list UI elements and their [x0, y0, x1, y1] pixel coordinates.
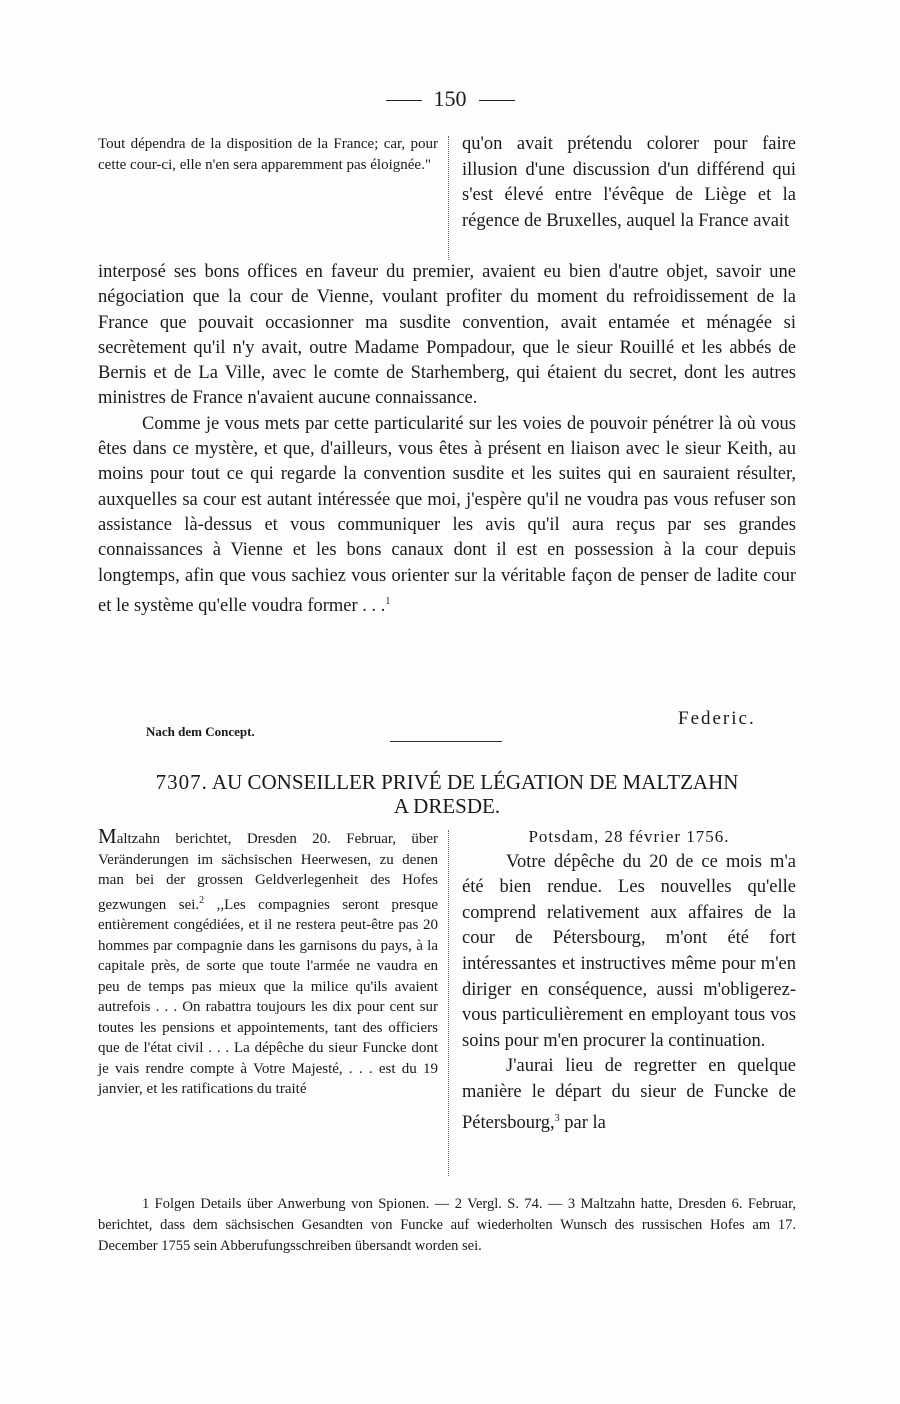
page-number-rule-left: [386, 100, 422, 101]
letter-heading: [98, 770, 796, 818]
column-divider-top: [448, 136, 449, 260]
summary-initial: M: [98, 824, 117, 848]
letter-body: [98, 260, 796, 619]
summary-text-b: ,,Les compagnies seront presque entièrement congédiées, et il ne restera peut-être pas 20 hommes par compagnie dans les garnisons du pays, à la capitale près, de sorte que toute l'armée ne vaudra en peu de temps pas mieux que la milice qu'ils avaient autrefois . . . On rabattra toujours les dix pour cent sur toutes les pensions et appointements, tant des officiers que de l'état civil . . . La dépêche du sieur Funcke dont je vais rendre compte à Votre Majesté, . . . est du 19 janvier, et les ratifications du traité: [98, 896, 439, 1097]
letter-right: [462, 824, 796, 1136]
body-paragraph-1: interposé ses bons offices en faveur du premier, avaient eu bien d'autre objet, savoir une négociation que la cour de Vienne, voulant profiter du moment du refroidissement de la France que pouvait occasionner ma susdite convention, avait entamée et ménagée si secrètement qu'il n'y avait, outre Madame Pompadour, que le sieur Rouillé et les abbés de Bernis et de La Ville, avec le comte de Starhemberg, qui étaient du secret, dont les autres ministres de France n'avaient aucune connaissance.: [98, 262, 796, 409]
column-divider-letter: [448, 830, 449, 1176]
right-paragraph-2-end: par la: [559, 1112, 606, 1133]
source-note: Nach dem Concept.: [146, 724, 255, 739]
top-left-note: Tout dépendra de la disposition de la France; car, pour cette cour-ci, elle n'en sera apparemment pas éloignée.": [98, 136, 438, 173]
signature: Federic.: [678, 708, 756, 729]
page-number-line: [0, 86, 900, 112]
top-right-text: qu'on avait prétendu colorer pour faire illusion d'une discussion d'un différend qui s'est élevé entre l'évêque de Liège et la régence de Bruxelles, auquel la France avait: [462, 134, 796, 231]
letter-date: Potsdam, 28 février 1756.: [528, 827, 730, 846]
footnotes: [98, 1194, 796, 1257]
footnote-ref-1: 1: [385, 595, 391, 607]
right-paragraph-2-text: J'aurai lieu de regretter en quelque manière le départ du sieur de Funcke de Pétersbourg,: [462, 1056, 796, 1133]
letter-number: 7307.: [155, 770, 208, 794]
page-number-rule-right: [479, 100, 515, 101]
body-paragraph-2-text: Comme je vous mets par cette particularité sur les voies de pouvoir pénétrer là où vous êtes dans ce mystère, et que, d'ailleurs, vous êtes à présent en liaison avec le sieur Keith, au moins pour tout ce qui regarde la convention susdite et les suites qui en sauraient résulter, auxquelles sa cour est autant intéressée que moi, j'espère qu'il ne voudra pas vous refuser son assistance là-dessus et vous communiquer les avis qu'il aura reçus par ses grandes connaissances à Vienne et les bons canaux dont il est en possession à la cour depuis longtemps, afin que vous sachiez vous orienter sur la véritable façon de penser de ladite cour et le système qu'elle voudra former . . .: [98, 413, 796, 617]
footnote-ref-2: 2: [199, 894, 205, 906]
footnote-ref-3: 3: [554, 1112, 560, 1124]
summary-text-a: altzahn berichtet, Dresden 20. Februar, über Veränderungen im sächsischen Heerwesen, zu denen man bei der grossen Geldverlegenheit des Hofes gezwungen sei.: [98, 831, 438, 913]
body-paragraph-2: [98, 412, 796, 620]
footnote-text: 1 Folgen Details über Anwerbung von Spionen. — 2 Vergl. S. 74. — 3 Maltzahn hatte, Dresden 6. Februar, berichtet, dass dem sächsischen Gesandten von Funcke auf wiederholten Wunsch des russischen Hofes am 17. December 1755 sein Abberufungsschreiben übersandt worden sei.: [98, 1196, 796, 1254]
page-number: 150: [433, 86, 467, 111]
section-rule: [390, 741, 502, 742]
right-paragraph-2: [462, 1054, 796, 1136]
heading-title-line1: AU CONSEILLER PRIVÉ DE LÉGATION DE MALTZAHN: [211, 770, 739, 794]
summary-left: [98, 826, 438, 1100]
heading-title-line2: A DRESDE.: [393, 794, 501, 818]
right-paragraph-1: Votre dépêche du 20 de ce mois m'a été bien rendue. Les nouvelles qu'elle comprend relativement aux affaires de la cour de Pétersbourg, m'ont été fort intéressantes et instructives même pour m'en diriger en conséquence, aussi m'obligerez-vous particulièrement en employant tous vos soins pour m'en procurer la continuation.: [462, 851, 796, 1051]
